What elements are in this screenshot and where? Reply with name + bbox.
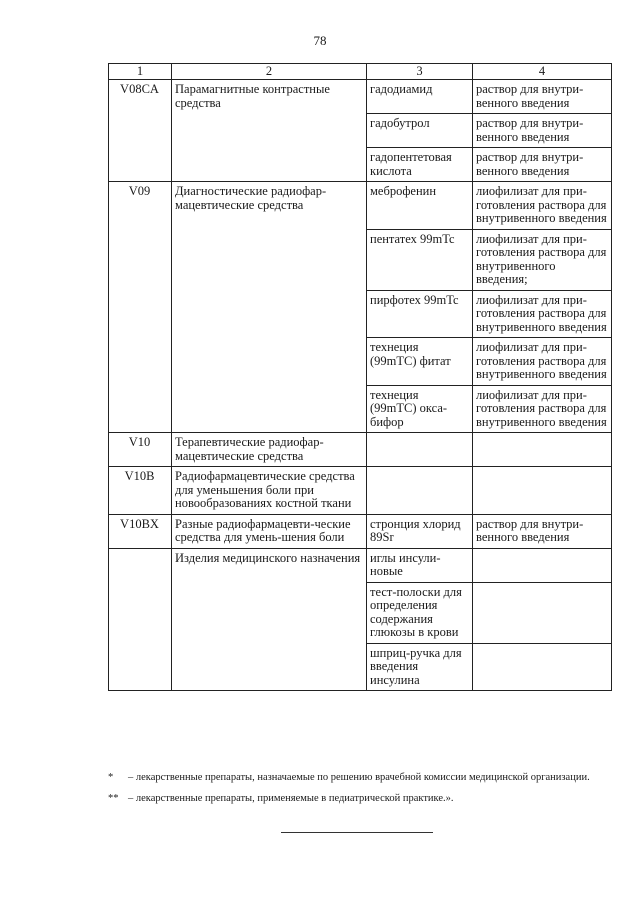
group-name-cell: Парамагнитные контрастные средства bbox=[172, 80, 367, 182]
group-name-cell: Изделия медицинского назначения bbox=[172, 548, 367, 691]
page-number: 78 bbox=[313, 33, 327, 48]
drug-name-cell: стронция хлорид 89Sr bbox=[367, 514, 473, 548]
drug-name-cell: пирфотех 99mTc bbox=[367, 290, 473, 338]
dosage-form-cell: раствор для внутри-венного введения bbox=[473, 148, 612, 182]
atc-code-cell: V10BX bbox=[109, 514, 172, 548]
group-name-cell: Диагностические радиофар-мацевтические средства bbox=[172, 182, 367, 433]
drug-name-cell: гадодиамид bbox=[367, 80, 473, 114]
table-row bbox=[109, 514, 612, 548]
atc-code-cell: V10 bbox=[109, 433, 172, 467]
table-row bbox=[109, 548, 612, 582]
drug-name-cell: технеция (99mTC) фитат bbox=[367, 338, 473, 386]
dosage-form-cell: лиофилизат для при-готовления раствора для внутривенного введения; bbox=[473, 229, 612, 290]
footnote bbox=[108, 771, 611, 785]
footnote-text: – лекарственные препараты, назначаемые по решению врачебной комиссии медицинской организации. bbox=[128, 772, 590, 783]
drug-name-cell bbox=[367, 467, 473, 515]
dosage-form-cell: лиофилизат для при-готовления раствора для внутривенного введения bbox=[473, 338, 612, 386]
footnote-text: – лекарственные препараты, применяемые в педиатрической практике.». bbox=[128, 793, 454, 804]
dosage-form-cell bbox=[473, 467, 612, 515]
drug-name-cell: тест-полоски для определения содержания глюкозы в крови bbox=[367, 582, 473, 643]
table-header-row bbox=[109, 64, 612, 80]
drug-name-cell: пентатех 99mTc bbox=[367, 229, 473, 290]
dosage-form-cell: раствор для внутри-венного введения bbox=[473, 114, 612, 148]
table-row bbox=[109, 80, 612, 114]
drug-name-cell: шприц-ручка для введения инсулина bbox=[367, 643, 473, 691]
footnote bbox=[108, 792, 611, 806]
dosage-form-cell bbox=[473, 433, 612, 467]
group-name-cell: Терапевтические радиофар-мацевтические средства bbox=[172, 433, 367, 467]
footnote-mark: * bbox=[108, 772, 114, 783]
atc-code-cell bbox=[109, 548, 172, 691]
header-cell: 1 bbox=[109, 64, 172, 80]
table-row bbox=[109, 433, 612, 467]
closing-rule bbox=[281, 832, 433, 833]
header-cell: 3 bbox=[367, 64, 473, 80]
drug-name-cell bbox=[367, 433, 473, 467]
dosage-form-cell bbox=[473, 643, 612, 691]
dosage-form-cell: лиофилизат для при-готовления раствора для внутривенного введения bbox=[473, 182, 612, 230]
drug-name-cell: меброфенин bbox=[367, 182, 473, 230]
drug-name-cell: гадопентетовая кислота bbox=[367, 148, 473, 182]
footnotes bbox=[108, 771, 611, 813]
drug-name-cell: иглы инсули-новые bbox=[367, 548, 473, 582]
group-name-cell: Радиофармацевтические средства для уменьшения боли при новообразованиях костной ткани bbox=[172, 467, 367, 515]
group-name-cell: Разные радиофармацевти-ческие средства для умень-шения боли bbox=[172, 514, 367, 548]
header-cell: 4 bbox=[473, 64, 612, 80]
footnote-mark: ** bbox=[108, 793, 119, 804]
table-row bbox=[109, 467, 612, 515]
drug-name-cell: технеция (99mTC) окса-бифор bbox=[367, 385, 473, 433]
header-cell: 2 bbox=[172, 64, 367, 80]
dosage-form-cell: лиофилизат для при-готовления раствора для внутривенного введения bbox=[473, 290, 612, 338]
atc-code-cell: V09 bbox=[109, 182, 172, 433]
dosage-form-cell: лиофилизат для при-готовления раствора для внутривенного введения bbox=[473, 385, 612, 433]
atc-code-cell: V08CA bbox=[109, 80, 172, 182]
dosage-form-cell bbox=[473, 548, 612, 582]
dosage-form-cell: раствор для внутри-венного введения bbox=[473, 514, 612, 548]
table-row bbox=[109, 182, 612, 230]
dosage-form-cell: раствор для внутри-венного введения bbox=[473, 80, 612, 114]
drug-name-cell: гадобутрол bbox=[367, 114, 473, 148]
dosage-form-cell bbox=[473, 582, 612, 643]
drug-table bbox=[108, 63, 612, 691]
atc-code-cell: V10B bbox=[109, 467, 172, 515]
